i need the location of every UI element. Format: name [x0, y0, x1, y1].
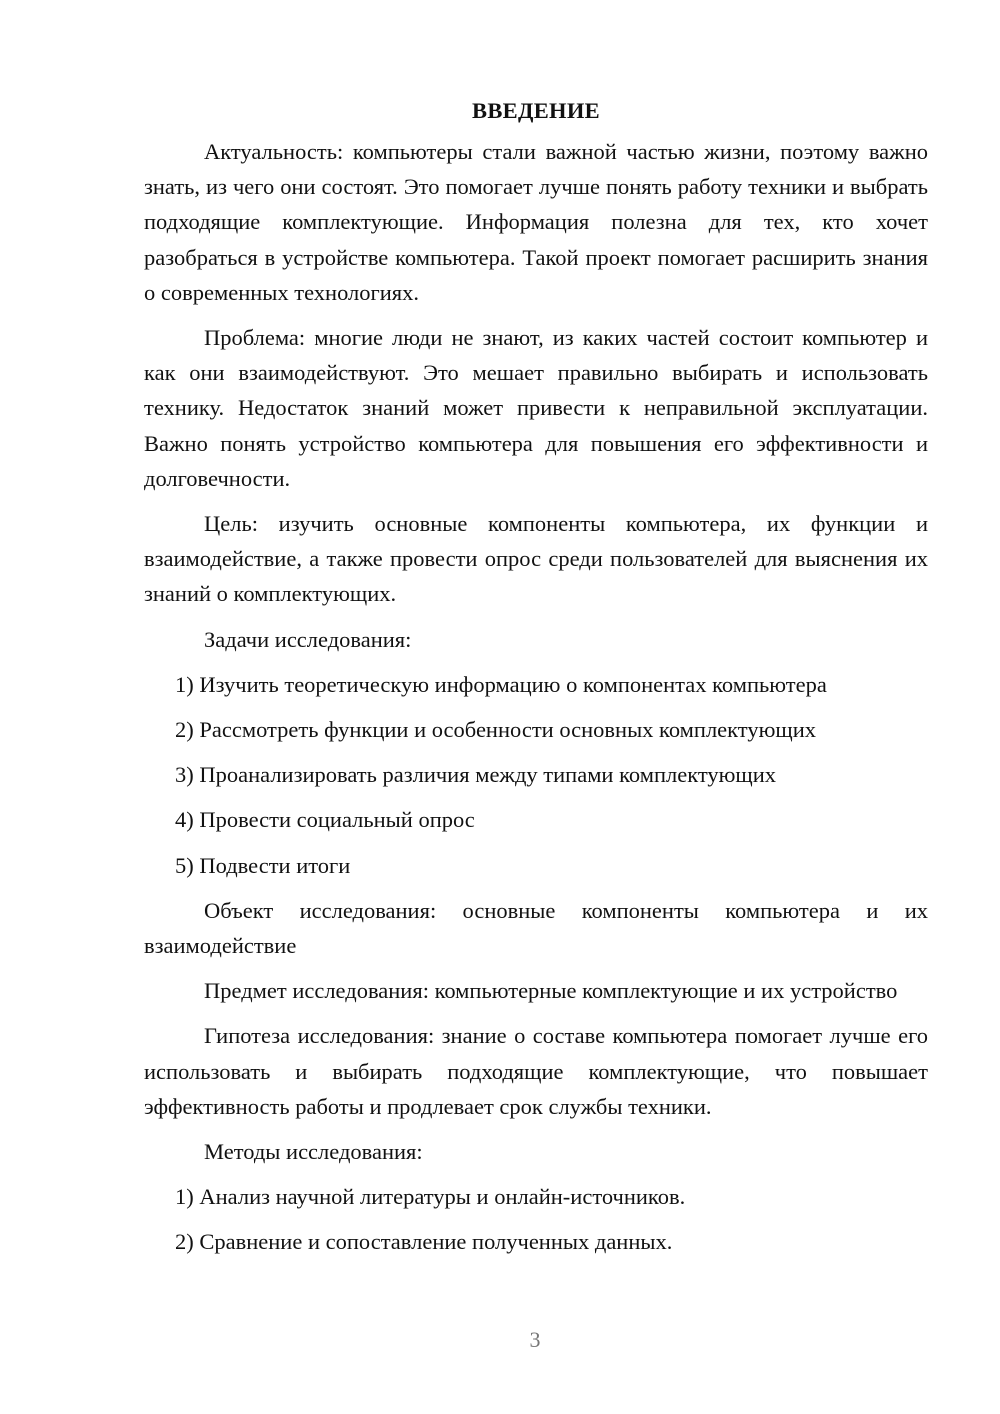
tasks-heading: Задачи исследования:: [204, 626, 412, 652]
page-number: 3: [529, 1327, 541, 1352]
task-item: 1) Изучить теоретическую информацию о компонентах компьютера: [175, 671, 827, 697]
methods-heading: Методы исследования:: [204, 1139, 423, 1165]
relevance-paragraph: Актуальность: компьютеры стали важной частью жизни, поэтому важно знать, из чего они состоят. Это помогает лучше понять работу техники и выбрать подходящие комплектующие. Информация полезна для тех, кто хочет разобраться в устройстве компьютера. Такой проект помогает расширить знания о современных технологиях.: [144, 139, 928, 305]
method-item: 2) Сравнение и сопоставление полученных данных.: [175, 1229, 673, 1255]
object-paragraph: Объект исследования: основные компоненты компьютера и их взаимодействие: [144, 897, 928, 959]
problem-paragraph: Проблема: многие люди не знают, из каких частей состоит компьютер и как они взаимодействуют. Это мешает правильно выбирать и использовать технику. Недостаток знаний может привести к неправильной эксплуатации. Важно понять устройство компьютера для повышения его эффективности и долговечности.: [144, 325, 928, 491]
subject-paragraph: Предмет исследования: компьютерные комплектующие и их устройство: [204, 978, 898, 1004]
page-content: [144, 93, 928, 1270]
hypothesis-paragraph: Гипотеза исследования: знание о составе компьютера помогает лучше его использовать и выбирать подходящие комплектующие, что повышает эффективность работы и продлевает срок службы техники.: [144, 1023, 928, 1119]
task-item: 5) Подвести итоги: [175, 852, 351, 878]
page-title: ВВЕДЕНИЕ: [472, 98, 600, 123]
method-item: 1) Анализ научной литературы и онлайн-источников.: [175, 1184, 686, 1210]
task-item: 3) Проанализировать различия между типами комплектующих: [175, 762, 777, 788]
task-item: 4) Провести социальный опрос: [175, 807, 475, 833]
goal-paragraph: Цель: изучить основные компоненты компьютера, их функции и взаимодействие, а также провести опрос среди пользователей для выяснения их знаний о комплектующих.: [144, 511, 928, 607]
task-item: 2) Рассмотреть функции и особенности основных комплектующих: [175, 717, 817, 743]
